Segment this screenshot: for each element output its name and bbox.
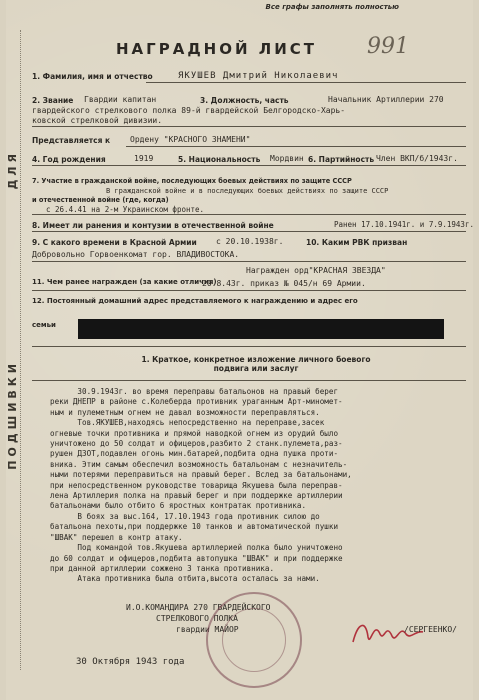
field-4-value: 1919: [134, 154, 154, 163]
field-11-line: [32, 290, 466, 291]
field-11-value-1: Награжден орд"КРАСНАЯ ЗВЕЗДА": [246, 266, 386, 275]
narrative-line: рушен ДЗОТ,подавлен огонь мин.батарей,подбита одна пушка проти-: [50, 449, 339, 459]
section-title-line-2: подвига или заслуг: [213, 364, 299, 373]
redacted-address: [78, 319, 444, 339]
narrative-line: батальонами было отбито 6 яростных контратак противника.: [50, 501, 307, 511]
field-12-label: 12. Постоянный домашний адрес представляемого к награждению и адрес его: [32, 297, 358, 305]
field-7-label-2: и отечественной войне (где, когда): [32, 196, 169, 204]
narrative-line: Атака противника была отбита,высота осталась за нами.: [50, 574, 320, 584]
section-line: [32, 380, 466, 381]
field-7-value-1: В гражданской войне и в последующих боевых действиях по защите СССР: [106, 187, 389, 195]
margin-label-podshivki: ПОДШИВКИ: [6, 360, 19, 470]
field-6-label: 6. Партийность: [308, 155, 375, 164]
field-9-label: 9. С какого времени в Красной Армии: [32, 238, 197, 247]
field-3-value-2: гвардейского стрелкового полка 89-й гвардейской Белгородско-Харь-: [32, 106, 346, 115]
field-910-line: [32, 261, 466, 262]
field-3-value-3: ковской стрелковой дивизии.: [32, 116, 163, 125]
narrative-line: уничтожено до 50 солдат и офицеров,разбито 2 станк.пулемета,раз-: [50, 439, 343, 449]
award-sheet: [6, 0, 473, 700]
field-9-value: с 20.10.1938г.: [216, 237, 284, 246]
field-3-label: 3. Должность, часть: [200, 96, 289, 105]
field-7-value-2: с 26.4.41 на 2-м Украинском фронте.: [46, 205, 205, 214]
narrative-line: ным и пулеметным огнем не давал возможности переправляться.: [50, 407, 320, 417]
field-7-line: [32, 214, 466, 215]
field-12-line: [32, 346, 466, 347]
field-3-value-1: Начальник Артиллерии 270: [328, 95, 444, 104]
field-5-value: Мордвин: [270, 154, 304, 163]
handwritten-number: 991: [367, 34, 409, 59]
signature-date: 30 Октября 1943 года: [76, 657, 185, 667]
field-456-line: [32, 165, 466, 166]
field-12-label-family: семьи: [32, 321, 56, 329]
narrative-line: Под командой тов.Якушева артиллерией полка было уничтожено: [50, 543, 343, 553]
narrative: [50, 387, 470, 585]
field-2-label: 2. Звание: [32, 96, 74, 105]
field-1-value: ЯКУШЕВ Дмитрий Николаевич: [178, 71, 339, 81]
field-2-value: Гвардии капитан: [84, 95, 157, 104]
narrative-line: Тов.ЯКУШЕВ,находясь непосредственно на переправе,засек: [50, 418, 325, 428]
signature-line-2: СТРЕЛКОВОГО ПОЛКА: [156, 614, 238, 623]
document-title: НАГРАДНОЙ ЛИСТ: [116, 40, 318, 58]
field-1-line: [146, 82, 466, 83]
narrative-line: лена Артиллерия полка на правый берег и при поддержке артиллерии: [50, 491, 343, 501]
narrative-line: батальона пехоты,при поддержке 10 танков и автоматической пушки: [50, 522, 339, 532]
field-8-label: 8. Имеет ли ранения и контузии в отечественной войне: [32, 221, 274, 230]
field-3-line: [32, 126, 466, 127]
narrative-line: при данной артиллерии сожжено 3 танка противника.: [50, 563, 275, 573]
narrative-line: 30.9.1943г. во время переправы батальонов на правый берег: [50, 387, 339, 396]
narrative-line: вника. Этим самым обеспечил возможность батальонам с незначитель-: [50, 459, 348, 469]
field-10-value: Добровольно Горвоенкомат гор. ВЛАДИВОСТОКА.: [32, 250, 240, 259]
field-1-label: 1. Фамилия, имя и отчество: [32, 72, 153, 81]
present-label: Представляется к: [32, 136, 111, 145]
signature-line-3: гвардии МАЙОР: [176, 625, 239, 634]
field-8-line: [32, 231, 466, 232]
binding-margin: [6, 30, 21, 670]
section-title: [56, 355, 456, 373]
field-5-label: 5. Национальность: [178, 155, 261, 164]
field-11-value-2: 20.8.43г. приказ № 045/н 69 Армии.: [202, 279, 366, 288]
section-title-line-1: 1. Краткое, конкретное изложение личного боевого: [141, 355, 371, 364]
sheet-content: [26, 0, 474, 700]
narrative-line: "ШВАК" перешел в контр атаку.: [50, 532, 183, 542]
narrative-line: до 60 солдат и офицеров,подбита автопушка "ШВАК" и при поддержке: [50, 553, 343, 563]
narrative-line: В боях за выс.164, 17.10.1943 года противник силою до: [50, 511, 320, 521]
present-line: [126, 146, 466, 147]
narrative-line: реки ДНЕПР в районе с.Колеберда противник ураганным Арт-миномет-: [50, 397, 343, 407]
field-10-label: 10. Каким РВК призван: [306, 238, 408, 247]
narrative-line: при непосредственном руководстве товарища Якушева была переправ-: [50, 480, 343, 490]
margin-label-dlya: ДЛЯ: [6, 150, 19, 190]
field-11-label: 11. Чем ранее награжден (за какие отличия): [32, 278, 217, 286]
field-7-label-1: 7. Участие в гражданской войне, последующих боевых действиях по защите СССР: [32, 177, 352, 185]
signature-line-1: И.О.КОМАНДИРА 270 ГВАРДЕЙСКОГО: [126, 603, 271, 612]
narrative-line: ными потерями переправиться на правый берег. Вслед за батальонами,: [50, 470, 352, 480]
unit-stamp: [206, 592, 302, 688]
field-6-value: Член ВКП/б/1943г.: [376, 154, 458, 163]
signature-name: /СЕРГЕЕНКО/: [404, 625, 457, 634]
header-note: Все графы заполнять полностью: [265, 3, 399, 11]
narrative-line: огневые точки противника и прямой наводкой огнем из орудий было: [50, 428, 339, 438]
field-8-value: Ранен 17.10.1941г. и 7.9.1943г.: [334, 220, 474, 229]
present-value: Ордену "КРАСНОГО ЗНАМЕНИ": [130, 135, 251, 144]
field-4-label: 4. Год рождения: [32, 155, 106, 164]
